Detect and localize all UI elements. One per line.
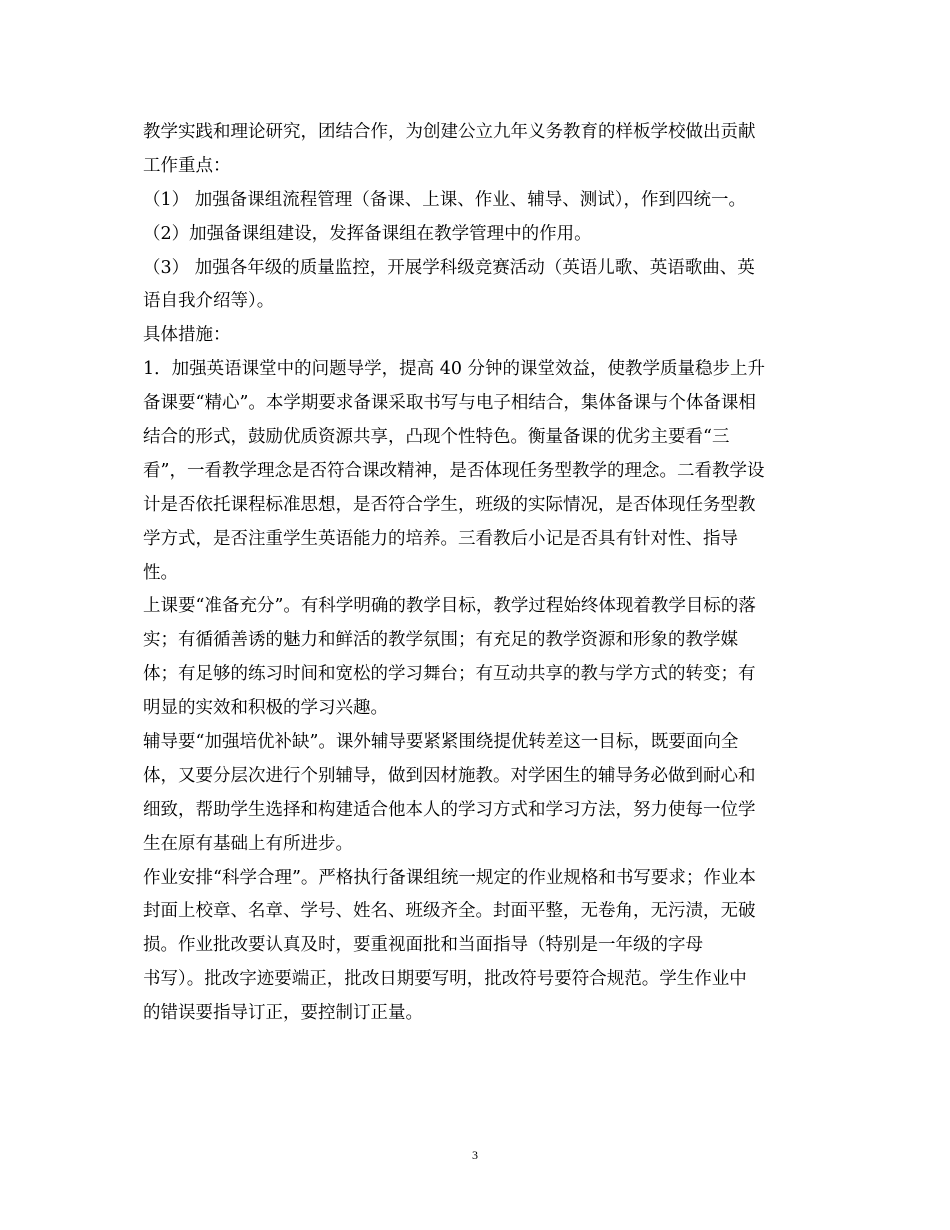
text-line: 的错误要指导订正，要控制订正量。 [143, 1003, 423, 1024]
text-line: 上课要“准备充分”。有科学明确的教学目标，教学过程始终体现着教学目标的落 [143, 596, 756, 617]
text-line: 语自我介绍等）。 [143, 291, 275, 312]
text-line: 结合的形式，鼓励优质资源共享，凸现个性特色。衡量备课的优劣主要看“三 [143, 427, 730, 448]
text-line: 1．加强英语课堂中的问题导学，提高 40 分钟的课堂效益，使教学质量稳步上升 [143, 359, 766, 380]
text-line: 计是否依托课程标准思想，是否符合学生，班级的实际情况，是否体现任务型教 [143, 494, 756, 515]
text-line: 体，又要分层次进行个别辅导，做到因材施教。对学困生的辅导务必做到耐心和 [143, 765, 756, 786]
text-line: （1） 加强备课组流程管理（备课、上课、作业、辅导、测试），作到四统一。 [143, 189, 746, 210]
page-number: 3 [472, 1148, 478, 1162]
text-line: 明显的实效和积极的学习兴趣。 [143, 698, 388, 719]
text-line: 学方式，是否注重学生英语能力的培养。三看教后小记是否具有针对性、指导 [143, 528, 738, 549]
text-line: 教学实践和理论研究，团结合作，为创建公立九年义务教育的样板学校做出贡献 [143, 122, 756, 142]
text-line: 工作重点： [143, 155, 231, 176]
text-line: 看”，一看教学理念是否符合课改精神，是否体现任务型教学的理念。二看教学设 [143, 460, 765, 481]
text-line: 备课要“精心”。本学期要求备课采取书写与电子相结合，集体备课与个体备课相 [143, 393, 756, 414]
text-line: 性。 [143, 562, 178, 583]
text-line: 细致，帮助学生选择和构建适合他本人的学习方式和学习方法，努力使每一位学 [143, 799, 756, 820]
text-line: 实；有循循善诱的魅力和鲜活的教学氛围；有充足的教学资源和形象的教学媒 [143, 630, 738, 651]
text-line: 生在原有基础上有所进步。 [143, 833, 353, 854]
text-line: （3） 加强各年级的质量监控，开展学科级竞赛活动（英语儿歌、英语歌曲、英 [143, 257, 755, 278]
text-line: 损。作业批改要认真及时，要重视面批和当面指导（特别是一年级的字母 [143, 935, 703, 956]
text-line: 作业安排“科学合理”。严格执行备课组统一规定的作业规格和书写要求；作业本 [143, 867, 756, 888]
text-line: 辅导要“加强培优补缺”。课外辅导要紧紧围绕提优转差这一目标，既要面向全 [143, 732, 739, 753]
text-line: 具体措施： [143, 325, 231, 346]
text-line: 体；有足够的练习时间和宽松的学习舞台；有互动共享的教与学方式的转变；有 [143, 664, 756, 685]
body-text [143, 116, 807, 1031]
text-line: （2）加强备课组建设，发挥备课组在教学管理中的作用。 [143, 223, 592, 244]
text-line: 封面上校章、名章、学号、姓名、班级齐全。封面平整，无卷角，无污渍，无破 [143, 901, 756, 922]
text-line: 书写）。批改字迹要端正，批改日期要写明，批改符号要符合规范。学生作业中 [143, 969, 747, 990]
